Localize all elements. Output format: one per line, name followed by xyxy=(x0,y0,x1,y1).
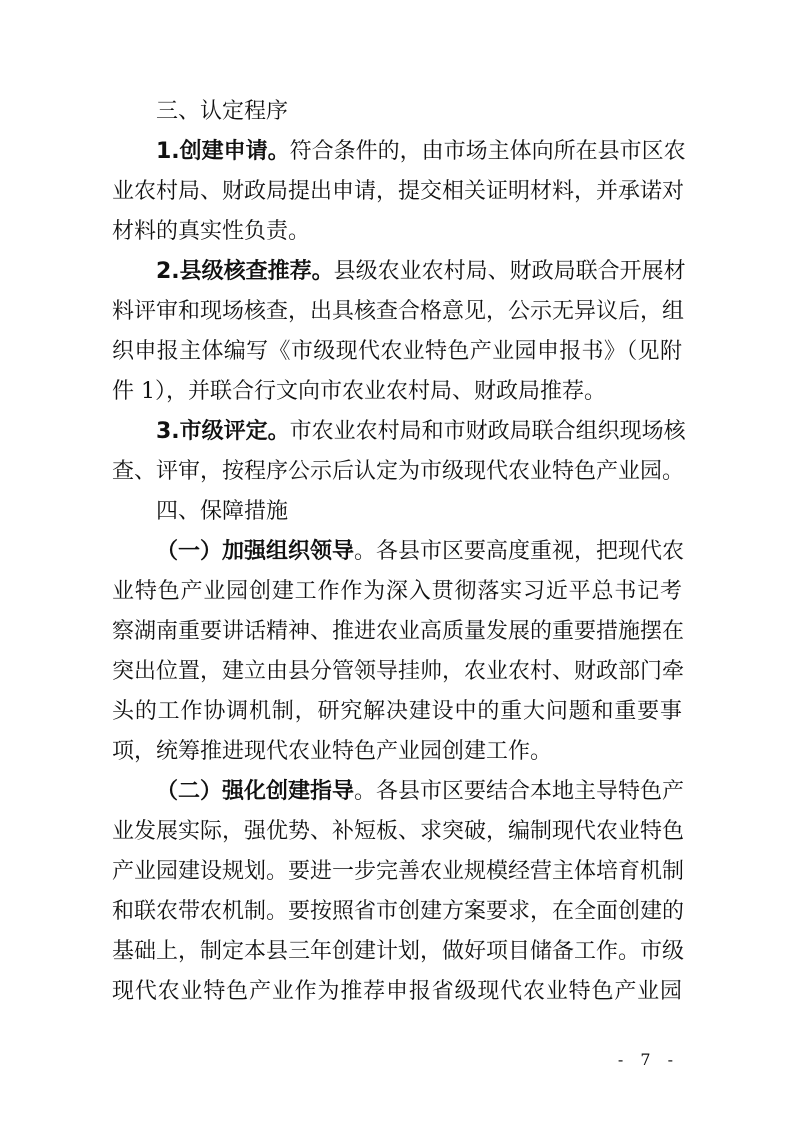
paragraph-line: 。各县市区要高度重视，把现代农 xyxy=(354,539,685,564)
section-heading-safeguards: 四、保障措施 xyxy=(156,499,289,524)
paragraph-line: 察湖南重要讲话精神、推进农业高质量发展的重要措施摆在 xyxy=(112,619,685,644)
paragraph-line: 产业园建设规划。要进一步完善农业规模经营主体培育机制 xyxy=(112,859,685,884)
document-body xyxy=(112,92,686,1012)
paragraph-line: 业农村局、财政局提出申请，提交相关证明材料，并承诺对 xyxy=(112,179,685,204)
paragraph-city-evaluation xyxy=(112,412,686,452)
paragraph-line: 查、评审，按程序公示后认定为市级现代农业特色产业园。 xyxy=(112,459,685,484)
paragraph-line: 市农业农村局和市财政局联合组织现场核 xyxy=(289,419,686,444)
paragraph-line: 。各县市区要结合本地主导特色产 xyxy=(354,779,685,804)
paragraph-line: 材料的真实性负责。 xyxy=(112,219,311,244)
item-title: 2.县级核查推荐。 xyxy=(156,259,334,284)
item-title: 1.创建申请。 xyxy=(156,139,290,164)
paragraph-line: 织申报主体编写《市级现代农业特色产业园申报书》（见附 xyxy=(112,339,682,364)
paragraph-line: 县级农业农村局、财政局联合开展材 xyxy=(333,259,686,284)
page-number: - 7 - xyxy=(617,1050,679,1069)
paragraph-line: 和联农带农机制。要按照省市创建方案要求，在全面创建的 xyxy=(112,899,685,924)
paragraph-line: 业特色产业园创建工作作为深入贯彻落实习近平总书记考 xyxy=(112,579,682,604)
paragraph-county-review xyxy=(112,252,686,292)
item-title: （一）加强组织领导 xyxy=(156,539,355,564)
item-title: 3.市级评定。 xyxy=(156,419,290,444)
paragraph-create-application xyxy=(112,132,686,172)
section-heading-procedure: 三、认定程序 xyxy=(156,99,289,124)
paragraph-line: 现代农业特色产业作为推荐申报省级现代农业特色产业园 xyxy=(112,979,682,1004)
paragraph-line: 头的工作协调机制，研究解决建设中的重大问题和重要事 xyxy=(112,699,682,724)
paragraph-line: 基础上，制定本县三年创建计划，做好项目储备工作。市级 xyxy=(112,939,685,964)
paragraph-line: 符合条件的，由市场主体向所在县市区农 xyxy=(289,139,686,164)
paragraph-line: 料评审和现场核查，出具核查合格意见，公示无异议后，组 xyxy=(112,299,685,324)
paragraph-line: 项，统筹推进现代农业特色产业园创建工作。 xyxy=(112,739,553,764)
paragraph-line: 件 1），并联合行文向市农业农村局、财政局推荐。 xyxy=(112,379,606,404)
paragraph-line: 突出位置，建立由县分管领导挂帅，农业农村、财政部门牵 xyxy=(112,659,685,684)
paragraph-organization-leadership xyxy=(112,532,685,572)
paragraph-creation-guidance xyxy=(112,772,685,812)
paragraph-line: 业发展实际，强优势、补短板、求突破，编制现代农业特色 xyxy=(112,819,685,844)
item-title: （二）强化创建指导 xyxy=(156,779,355,804)
